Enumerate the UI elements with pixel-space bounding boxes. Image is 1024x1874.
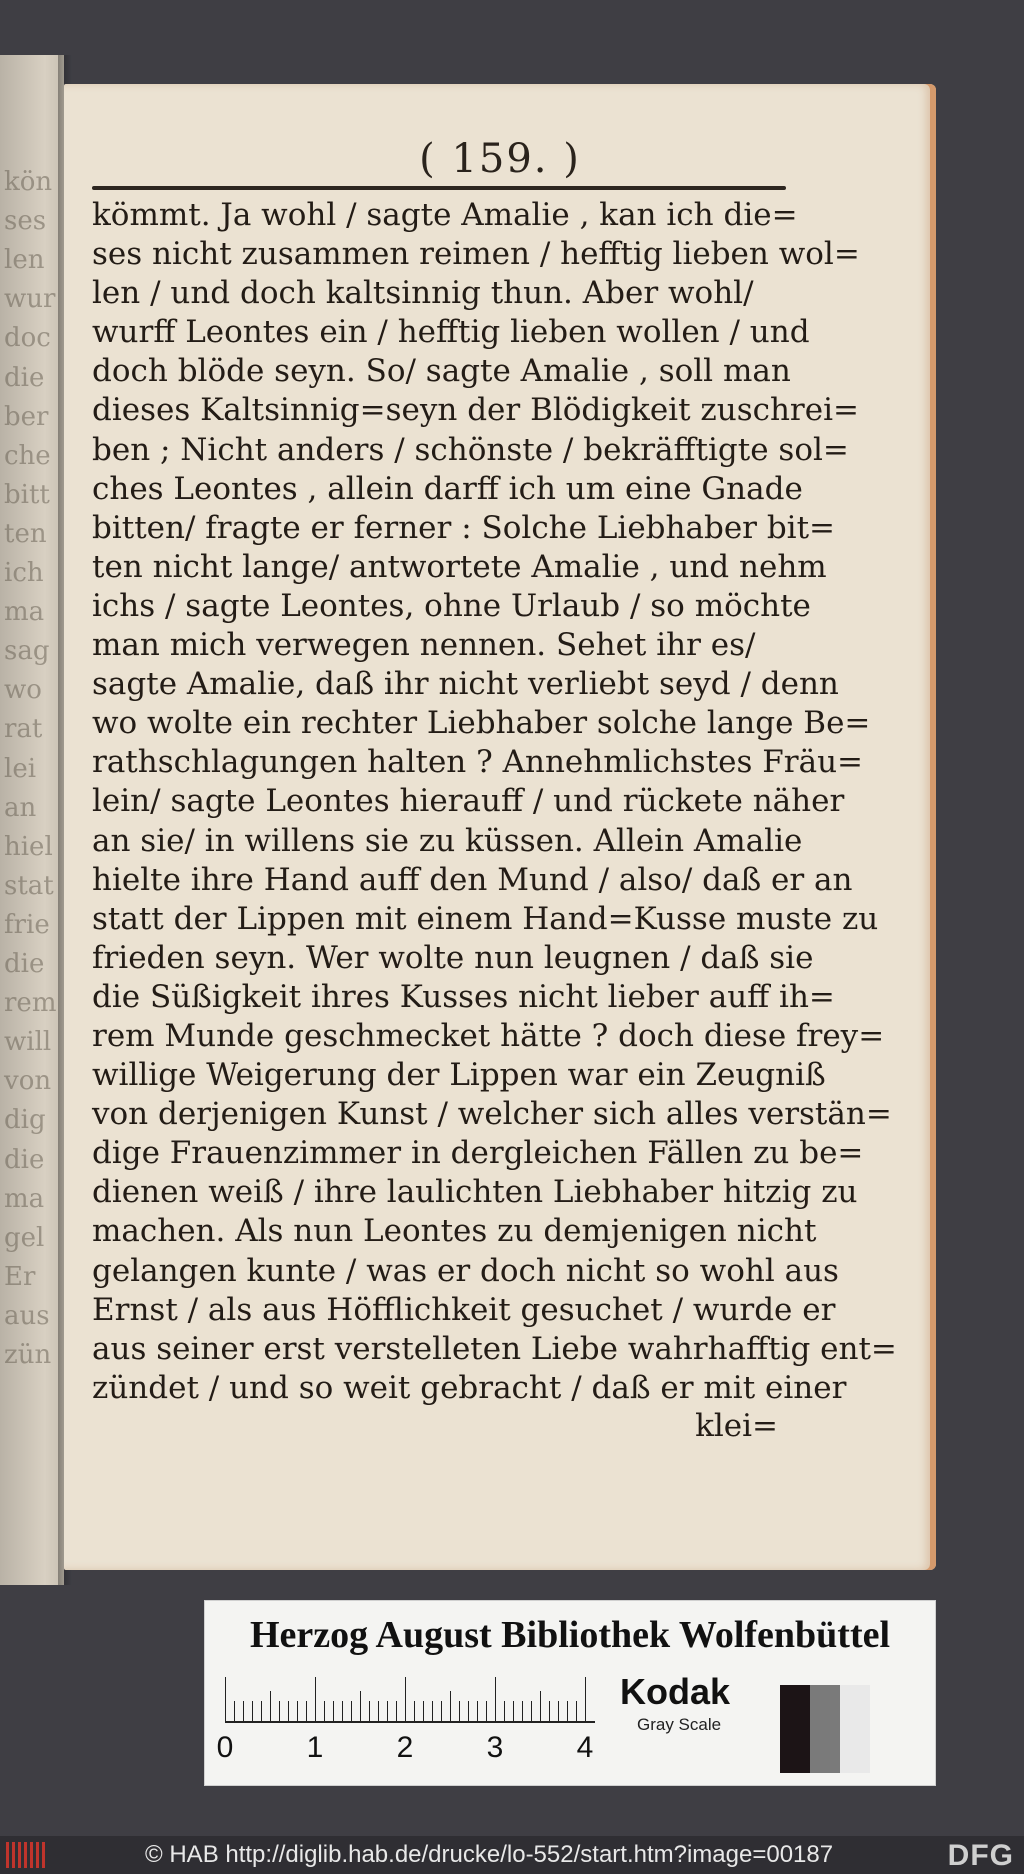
text-line: len / und doch kaltsinnig thun. Aber wohl/ — [92, 275, 754, 312]
previous-page-fragment: die — [4, 362, 45, 393]
ruler-tick — [531, 1701, 532, 1721]
text-line: gelangen kunte / was er doch nicht so wohl aus — [92, 1252, 839, 1289]
ruler-tick — [297, 1701, 298, 1721]
text-line: willige Weigerung der Lippen war ein Zeugniß — [92, 1057, 826, 1094]
ruler-tick — [396, 1701, 397, 1721]
ruler-tick — [558, 1701, 559, 1721]
ruler-tick — [261, 1701, 262, 1721]
previous-page-fragment: rat — [4, 714, 43, 745]
ruler-tick — [441, 1701, 442, 1721]
kodak-logo: Kodak — [620, 1671, 731, 1712]
previous-page-fragment: die — [4, 949, 45, 979]
ruler-number: 4 — [576, 1731, 594, 1764]
text-line: statt der Lippen mit einem Hand=Kusse muste zu — [92, 900, 879, 937]
ruler-tick — [450, 1691, 451, 1721]
ruler — [225, 1677, 595, 1723]
previous-page-fragment: lei — [4, 753, 37, 784]
ruler-tick — [252, 1701, 253, 1721]
calibration-target — [204, 1600, 936, 1786]
dfg-logo: DFG — [947, 1839, 1014, 1872]
text-line: man mich verwegen nennen. Sehet ihr es/ — [92, 627, 756, 664]
book-page — [64, 84, 936, 1570]
text-line: bitten/ fragte er ferner : Solche Liebhaber bit= — [92, 509, 836, 546]
ruler-tick — [585, 1677, 586, 1721]
previous-page-fragment: sag — [4, 636, 50, 667]
previous-page-fragment: Er — [4, 1261, 36, 1292]
ruler-tick — [522, 1701, 523, 1721]
text-line: rathschlagungen halten ? Annehmlichstes Fräu= — [92, 744, 864, 781]
ruler-tick — [270, 1691, 271, 1721]
page-body-text — [92, 196, 897, 1408]
ruler-tick — [315, 1677, 316, 1721]
previous-page-fragment: dig — [4, 1105, 46, 1136]
ruler-number: 0 — [216, 1731, 234, 1764]
ruler-tick — [567, 1701, 568, 1721]
footer-bar — [0, 1836, 1024, 1874]
previous-page-fragment: ich — [4, 558, 44, 588]
ruler-tick — [405, 1677, 406, 1721]
previous-page-fragment: wo — [4, 675, 42, 706]
ruler-tick — [234, 1701, 235, 1721]
catchword: klei= — [695, 1408, 778, 1444]
ruler-tick — [225, 1677, 226, 1721]
ruler-tick — [279, 1701, 280, 1721]
ruler-tick — [369, 1701, 370, 1721]
ruler-tick — [414, 1701, 415, 1721]
previous-page-fragment: len — [4, 245, 45, 276]
ruler-tick — [432, 1701, 433, 1721]
text-line: Ernst / als aus Höfflichkeit gesuchet / wurde er — [92, 1291, 836, 1328]
gray-swatch — [810, 1685, 840, 1773]
text-line: doch blöde seyn. So/ sagte Amalie , soll man — [92, 353, 791, 390]
text-line: an sie/ in willens sie zu küssen. Allein Amalie — [92, 822, 803, 859]
previous-page-fragment: von — [4, 1066, 52, 1097]
previous-page-fragment: gel — [4, 1222, 45, 1253]
previous-page-fragment: zün — [4, 1340, 52, 1370]
ruler-tick — [513, 1701, 514, 1721]
ruler-tick — [504, 1701, 505, 1721]
ruler-number: 3 — [486, 1731, 504, 1764]
gray-swatch — [780, 1685, 810, 1773]
text-line: zündet / und so weit gebracht / daß er mit einer — [92, 1369, 847, 1406]
previous-page-edge — [0, 55, 64, 1585]
gray-swatch — [840, 1685, 870, 1773]
page-number: ( 159. ) — [419, 136, 581, 182]
ruler-tick — [486, 1701, 487, 1721]
ruler-tick — [540, 1691, 541, 1721]
barcode-icon — [6, 1842, 46, 1868]
text-line: aus seiner erst verstelleten Liebe wahrhafftig ent= — [92, 1330, 897, 1367]
text-line: ichs / sagte Leontes, ohne Urlaub / so möchte — [92, 587, 811, 624]
text-line: lein/ sagte Leontes hierauff / und rückete näher — [92, 783, 845, 820]
text-line: wo wolte ein rechter Liebhaber solche lange Be= — [92, 705, 871, 742]
previous-page-fragment: ma — [4, 597, 45, 628]
ruler-tick — [387, 1701, 388, 1721]
previous-page-fragment: an — [4, 792, 37, 823]
text-line: ches Leontes , allein darff ich um eine Gnade — [92, 470, 803, 507]
text-line: wurff Leontes ein / hefftig lieben wollen / und — [92, 314, 810, 351]
ruler-number: 2 — [396, 1731, 414, 1764]
ruler-tick — [288, 1701, 289, 1721]
header-rule — [92, 186, 786, 190]
gray-scale-label: Gray Scale — [637, 1715, 722, 1734]
previous-page-fragment: ses — [4, 206, 47, 237]
ruler-tick — [576, 1701, 577, 1721]
previous-page-fragment: kön — [4, 167, 53, 197]
library-name: Herzog August Bibliothek Wolfenbüttel — [249, 1614, 891, 1656]
text-line: kömmt. Ja wohl / sagte Amalie , kan ich die= — [92, 197, 798, 233]
text-line: sagte Amalie, daß ihr nicht verliebt seyd / denn — [92, 666, 839, 703]
previous-page-fragment: wur — [4, 284, 56, 315]
text-line: hielte ihre Hand auff den Mund / also/ daß er an — [92, 861, 853, 898]
text-line: die Süßigkeit ihres Kusses nicht lieber auff ih= — [92, 978, 835, 1015]
previous-page-fragment: ber — [4, 401, 49, 432]
text-line: ben ; Nicht anders / schönste / bekräfftigte sol= — [92, 431, 849, 468]
previous-page-fragment: aus — [4, 1300, 50, 1331]
footer-credit[interactable]: © HAB http://diglib.hab.de/drucke/lo-552/start.htm?image=00187 — [145, 1841, 834, 1868]
previous-page-fragment: rem — [4, 988, 57, 1019]
previous-page-fragment: doc — [4, 323, 51, 354]
text-line: dieses Kaltsinnig=seyn der Blödigkeit zuschrei= — [92, 392, 859, 429]
ruler-tick — [351, 1701, 352, 1721]
text-line: ses nicht zusammen reimen / hefftig lieben wol= — [92, 236, 860, 273]
previous-page-fragment: die — [4, 1144, 45, 1175]
text-line: dienen weiß / ihre laulichten Liebhaber hitzig zu — [92, 1174, 858, 1211]
ruler-number: 1 — [306, 1731, 324, 1764]
previous-page-fragment: ma — [4, 1183, 45, 1214]
ruler-tick — [360, 1691, 361, 1721]
previous-page-fragment: ten — [4, 518, 47, 549]
ruler-tick — [243, 1701, 244, 1721]
text-line: ten nicht lange/ antwortete Amalie , und nehm — [92, 548, 827, 585]
text-line: von derjenigen Kunst / welcher sich alles verstän= — [92, 1096, 892, 1133]
text-line: machen. Als nun Leontes zu demjenigen nicht — [92, 1213, 817, 1250]
ruler-tick — [342, 1701, 343, 1721]
ruler-tick — [333, 1701, 334, 1721]
previous-page-fragment: will — [4, 1027, 52, 1058]
text-line: dige Frauenzimmer in dergleichen Fällen zu be= — [92, 1135, 864, 1172]
ruler-tick — [468, 1701, 469, 1721]
previous-page-fragment: bitt — [4, 479, 50, 510]
ruler-tick — [423, 1701, 424, 1721]
previous-page-fragment: hiel — [4, 831, 53, 862]
ruler-tick — [549, 1701, 550, 1721]
text-line: frieden seyn. Wer wolte nun leugnen / daß sie — [92, 939, 814, 976]
previous-page-fragment: che — [4, 440, 51, 471]
ruler-tick — [477, 1701, 478, 1721]
ruler-tick — [459, 1701, 460, 1721]
text-line: rem Munde geschmecket hätte ? doch diese frey= — [92, 1017, 885, 1054]
ruler-tick — [306, 1701, 307, 1721]
ruler-tick — [378, 1701, 379, 1721]
ruler-tick — [495, 1677, 496, 1721]
previous-page-fragment: frie — [4, 909, 50, 940]
ruler-tick — [324, 1701, 325, 1721]
previous-page-fragment: stat — [4, 870, 54, 901]
